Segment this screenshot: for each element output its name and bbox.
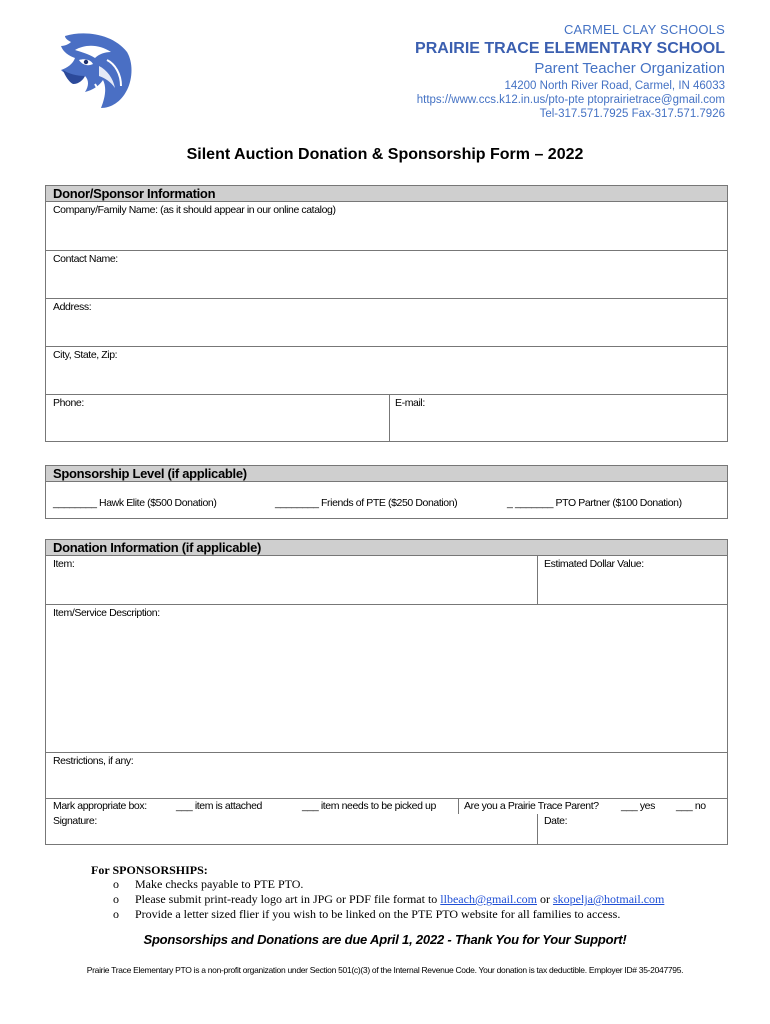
address-field[interactable] [46,298,727,346]
phone-label: Phone: [53,397,84,409]
school-address: 14200 North River Road, Carmel, IN 46033 [504,80,725,92]
mark-box-row [46,798,727,814]
district-name: CARMEL CLAY SCHOOLS [563,22,725,37]
instruction-or: or [536,892,553,906]
bullet: o [113,907,119,921]
restrictions-field[interactable] [46,752,727,798]
item-field[interactable] [46,556,537,604]
city-label: City, State, Zip: [53,349,118,361]
parent-question-label: Are you a Prairie Trace Parent? [464,800,599,812]
school-web-email: https://www.ccs.k12.in.us/pto-pte ptoprairietrace@gmail.com [416,94,725,106]
item-label: Item: [53,558,75,570]
bullet: o [113,877,119,891]
sponsorship-option-partner[interactable]: _ _______ PTO Partner ($100 Donation) [507,497,682,509]
sponsorship-section [45,465,728,519]
phone-email-row [46,394,727,441]
signature-label: Signature: [53,815,97,827]
sponsorship-section-heading: Sponsorship Level (if applicable) [46,466,727,482]
estimated-value-label: Estimated Dollar Value: [544,558,644,570]
parent-yes-option[interactable]: ___ yes [621,800,655,812]
email-field[interactable] [390,395,727,441]
instruction-flier: Provide a letter sized flier if you wish to be linked on the PTE PTO website for all families to access. [135,907,621,921]
donation-section [45,539,728,845]
email-link-skopelja[interactable]: skopelja@hotmail.com [552,892,665,906]
form-title: Silent Auction Donation & Sponsorship Form – 2022 [186,146,584,163]
contact-field[interactable] [46,250,727,298]
company-label: Company/Family Name: (as it should appear in our online catalog) [53,204,336,216]
email-link-llbeach[interactable]: llbeach@gmail.com [440,892,537,906]
sponsorship-options [46,482,727,518]
school-phone-fax: Tel-317.571.7925 Fax-317.571.7926 [539,108,725,120]
company-field[interactable] [46,202,727,250]
signature-field[interactable] [46,814,537,844]
list-item [113,877,664,892]
date-label: Date: [544,815,568,827]
divider [458,799,459,814]
list-item [113,907,664,922]
restrictions-label: Restrictions, if any: [53,755,134,767]
instruction-checks: Make checks payable to PTE PTO. [135,877,304,891]
hawk-mascot-icon [55,30,133,110]
item-row [46,556,727,604]
contact-label: Contact Name: [53,253,118,265]
donation-section-heading: Donation Information (if applicable) [46,540,727,556]
organization-name: Parent Teacher Organization [534,60,725,77]
sponsorship-option-friends[interactable]: ________ Friends of PTE ($250 Donation) [275,497,458,509]
city-field[interactable] [46,346,727,394]
sponsorship-instructions-list [113,877,664,922]
parent-no-option[interactable]: ___ no [676,800,706,812]
sponsorship-instructions-heading: For SPONSORSHIPS: [91,863,208,877]
email-label: E-mail: [395,397,425,409]
item-pickup-option[interactable]: ___ item needs to be picked up [302,800,436,812]
address-label: Address: [53,301,92,313]
signature-row [46,814,727,844]
school-name: PRAIRIE TRACE ELEMENTARY SCHOOL [415,40,725,57]
item-attached-option[interactable]: ___ item is attached [176,800,262,812]
instruction-logo-prefix: Please submit print-ready logo art in JPG or PDF file format to [135,892,441,906]
deadline-notice: Sponsorships and Donations are due April 1, 2022 - Thank You for Your Support! [143,932,627,947]
tax-footnote: Prairie Trace Elementary PTO is a non-profit organization under Section 501(c)(3) of the Internal Revenue Code. Your donation is tax deductible. Employer ID# 35-2047795. [86,965,684,975]
mark-box-label: Mark appropriate box: [53,800,147,812]
date-field[interactable] [538,814,727,844]
description-label: Item/Service Description: [53,607,160,619]
description-field[interactable] [46,604,727,752]
estimated-value-field[interactable] [538,556,727,604]
list-item [113,892,664,907]
bullet: o [113,892,119,906]
sponsorship-option-hawk-elite[interactable]: ________ Hawk Elite ($500 Donation) [53,497,217,509]
phone-field[interactable] [46,395,389,441]
donor-section [45,185,728,442]
donor-section-heading: Donor/Sponsor Information [46,186,727,202]
